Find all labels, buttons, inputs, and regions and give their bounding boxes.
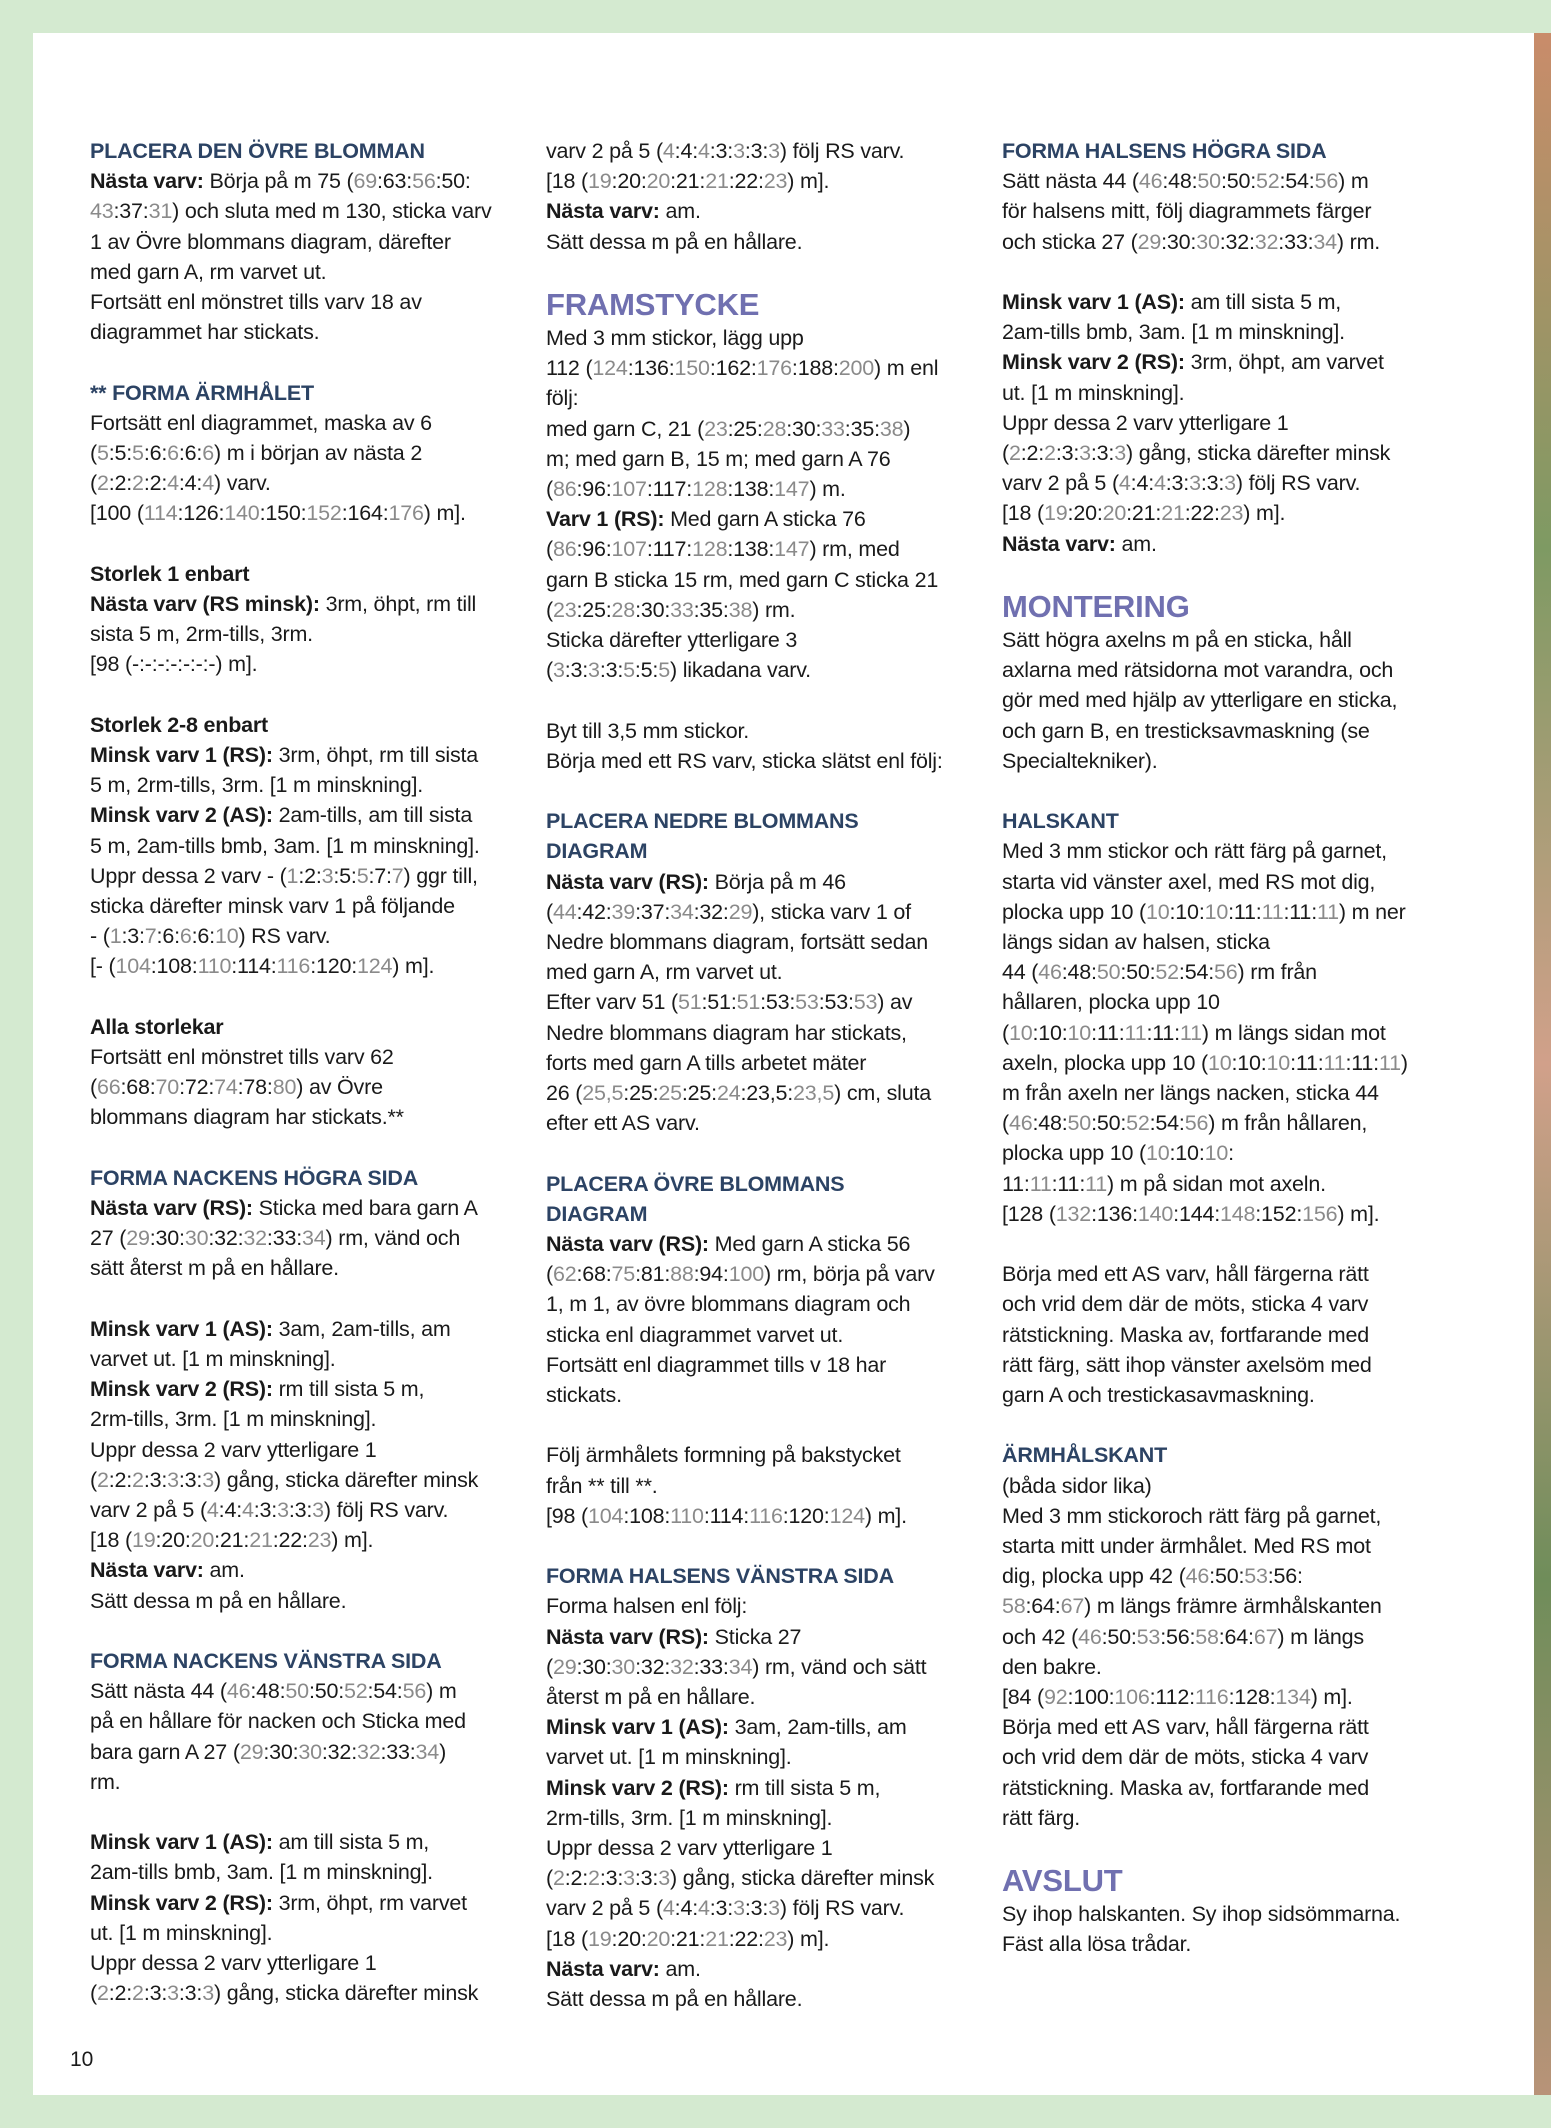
- body-text: Forma halsen enl följ: Nästa varv (RS): Sticka 27 (29:30:30:32:32:33:34) rm, vänd och sätt återst m på en hållare. Minsk varv 1 (AS): 3am, 2am-tills, am varvet ut. [1 m minskning]. Minsk varv 2 (RS): rm till sista 5 m, 2rm-tills, 3rm. [1 m minskning]. Uppr dessa 2 varv ytterligare 1 (2:2:2:3:3:3:3) gång, sticka därefter minsk varv 2 på 5 (4:4:4:3:3:3:3) följ RS varv. [18 (19:20:20:21:21:22:23) m]. Nästa varv: am. Sätt dessa m på en hållare.: [546, 1594, 935, 2012]
- text-block: [90, 1646, 530, 1797]
- text-block: [546, 806, 986, 1138]
- body-text: varv 2 på 5 (4:4:4:3:3:3:3) följ RS varv. [18 (19:20:20:21:21:22:23) m]. Nästa varv: am. Sätt dessa m på en hållare.: [546, 139, 905, 254]
- body-text: Sätt högra axelns m på en sticka, håll axlarna med rätsidorna mot varandra, och gör med med hjälp av ytterligare en sticka, och garn B, en tresticksavmaskning (se Specialtekniker).: [1002, 628, 1398, 773]
- body-text: Alla storlekar Fortsätt enl mönstret tills varv 62 (66:68:70:72:74:78:80) av Övre blommans diagram har stickats.**: [90, 1014, 404, 1130]
- body-text: Sy ihop halskanten. Sy ihop sidsömmarna. Fäst alla lösa trådar.: [1002, 1902, 1401, 1957]
- body-text: Nästa varv: Börja på m 75 (69:63:56:50: 43:37:31) och sluta med m 130, sticka varv 1 av Övre blommans diagram, därefter med garn A, rm varvet ut. Fortsätt enl mönstret tills varv 18 av diagrammet har stickats.: [90, 169, 492, 345]
- text-block: [1002, 287, 1442, 559]
- text-block: [90, 1012, 530, 1133]
- body-text: Med 3 mm stickor och rätt färg på garnet, starta vid vänster axel, med RS mot dig, plocka upp 10 (10:10:10:11:11:11:11) m ner längs sidan av halsen, sticka 44 (46:48:50:50:52:54:56) rm från hållaren, plocka upp 10 (10:10:10:11:11:11:11) m längs sidan mot axeln, plocka upp 10 (10:10:10:11:11:11:11) m från axeln ner längs nacken, sticka 44 (46:48:50:50:52:54:56) m från hållaren, plocka upp 10 (10:10:10: 11:11:11:11) m på sidan mot axeln. [128 (132:136:140:144:148:152:156) m].: [1002, 839, 1408, 1226]
- text-block: [90, 136, 530, 347]
- body-text: Börja med ett AS varv, håll färgerna rätt och vrid dem där de möts, sticka 4 varv rätstickning. Maska av, fortfarande med rätt färg, sätt ihop vänster axelsöm med garn A och trestickasavmaskning.: [1002, 1262, 1372, 1408]
- body-text: Sätt nästa 44 (46:48:50:50:52:54:56) m för halsens mitt, följ diagrammets färger och sticka 27 (29:30:30:32:32:33:34) rm.: [1002, 169, 1381, 254]
- text-block: [546, 1440, 986, 1531]
- text-block: [90, 1827, 530, 2008]
- section-heading: FORMA NACKENS HÖGRA SIDA: [90, 1165, 419, 1190]
- section-heading: ÄRMHÅLSKANT: [1002, 1443, 1168, 1468]
- section-heading: PLACERA DEN ÖVRE BLOMMAN: [90, 139, 425, 163]
- major-heading: FRAMSTYCKE: [546, 287, 760, 322]
- column-3: [1002, 136, 1442, 1960]
- body-text: Nästa varv (RS): Med garn A sticka 56 (62:68:75:81:88:94:100) rm, börja på varv 1, m 1, av övre blommans diagram och sticka enl diagrammet varvet ut. Fortsätt enl diagrammet tills v 18 har stickats.: [546, 1232, 935, 1408]
- text-block: [90, 1314, 530, 1616]
- column-2: [546, 136, 986, 2014]
- body-text: Minsk varv 1 (AS): am till sista 5 m, 2am-tills bmb, 3am. [1 m minskning]. Minsk varv 2 (RS): 3rm, öhpt, am varvet ut. [1 m minskning]. Uppr dessa 2 varv ytterligare 1 (2:2:2:3:3:3:3) gång, sticka därefter minsk varv 2 på 5 (4:4:4:3:3:3:3) följ RS varv. [18 (19:20:20:21:21:22:23) m]. Nästa varv: am.: [1002, 290, 1391, 556]
- text-block: [1002, 136, 1442, 257]
- text-block: [1002, 806, 1442, 1229]
- section-heading: FORMA NACKENS VÄNSTRA SIDA: [90, 1649, 442, 1674]
- body-text: Byt till 3,5 mm stickor. Börja med ett RS varv, sticka slätst enl följ:: [546, 718, 943, 773]
- text-block: [546, 716, 986, 776]
- body-text: Med 3 mm stickor, lägg upp 112 (124:136:150:162:176:188:200) m enl följ: med garn C, 21 (23:25:28:30:33:35:38) m; med garn B, 15 m; med garn A 76 (86:96:107:117:128:138:147) m. Varv 1 (RS): Med garn A sticka 76 (86:96:107:117:128:138:147) rm, med garn B sticka 15 rm, med garn C sticka 21 (23:25:28:30:33:35:38) rm. Sticka därefter ytterligare 3 (3:3:3:3:5:5:5) likadana varv.: [546, 326, 939, 683]
- body-text: Nästa varv (RS): Sticka med bara garn A 27 (29:30:30:32:32:33:34) rm, vänd och sätt återst m på en hållare.: [90, 1196, 478, 1281]
- body-text: Sätt nästa 44 (46:48:50:50:52:54:56) m på en hållare för nacken och Sticka med bara garn A 27 (29:30:30:32:32:33:34) rm.: [90, 1679, 466, 1794]
- text-block: [546, 287, 986, 685]
- body-text: Minsk varv 1 (AS): 3am, 2am-tills, am varvet ut. [1 m minskning]. Minsk varv 2 (RS): rm till sista 5 m, 2rm-tills, 3rm. [1 m minskning]. Uppr dessa 2 varv ytterligare 1 (2:2:2:3:3:3:3) gång, sticka därefter minsk varv 2 på 5 (4:4:4:3:3:3:3) följ RS varv. [18 (19:20:20:21:21:22:23) m]. Nästa varv: am. Sätt dessa m på en hållare.: [90, 1316, 479, 1613]
- body-text: Storlek 1 enbart Nästa varv (RS minsk): 3rm, öhpt, rm till sista 5 m, 2rm-tills, 3rm. [98 (-:-:-:-:-:-:-) m].: [90, 561, 477, 677]
- text-block: [90, 378, 530, 529]
- section-heading: HALSKANT: [1002, 809, 1119, 834]
- page-number: 10: [70, 2048, 94, 2071]
- text-block: [546, 1561, 986, 2014]
- text-block: [1002, 1863, 1442, 1959]
- section-heading: PLACERA NEDRE BLOMMANS DIAGRAM: [546, 809, 859, 864]
- body-text: Fortsätt enl diagrammet, maska av 6 (5:5:5:6:6:6:6) m i början av nästa 2 (2:2:2:2:4:4:4) varv. [100 (114:126:140:150:152:164:176) m].: [90, 410, 466, 526]
- body-text: Storlek 2-8 enbart Minsk varv 1 (RS): 3rm, öhpt, rm till sista 5 m, 2rm-tills, 3rm. [1 m minskning]. Minsk varv 2 (AS): 2am-tills, am till sista 5 m, 2am-tills bmb, 3am. [1 m minskning]. Uppr dessa 2 varv - (1:2:3:5:5:7:7) ggr till, sticka därefter minsk varv 1 på följande - (1:3:7:6:6:6:10) RS varv. [- (104:108:110:114:116:120:124) m].: [90, 712, 480, 979]
- column-1: [90, 136, 530, 2008]
- major-heading: AVSLUT: [1002, 1863, 1123, 1899]
- body-text: Följ ärmhålets formning på bakstycket från ** till **. [98 (104:108:110:114:116:120:124) m].: [546, 1443, 907, 1528]
- text-block: [1002, 589, 1442, 776]
- text-block: [90, 710, 530, 982]
- section-heading: PLACERA ÖVRE BLOMMANS DIAGRAM: [546, 1171, 845, 1226]
- section-heading: FORMA HALSENS VÄNSTRA SIDA: [546, 1564, 894, 1589]
- body-text: Nästa varv (RS): Börja på m 46 (44:42:39:37:34:32:29), sticka varv 1 of Nedre blommans diagram, fortsätt sedan med garn A, rm varvet ut. Efter varv 51 (51:51:51:53:53:53:53) av Nedre blommans diagram har stickats, forts med garn A tills arbetet mäter 26 (25,5:25:25:25:24:23,5:23,5) cm, sluta efter ett AS varv.: [546, 869, 932, 1136]
- text-block: [1002, 1259, 1442, 1410]
- section-heading: FORMA HALSENS HÖGRA SIDA: [1002, 139, 1327, 163]
- text-block: [90, 559, 530, 680]
- text-block: [546, 1169, 986, 1411]
- text-block: [90, 1163, 530, 1284]
- body-text: (båda sidor lika) Med 3 mm stickoroch rätt färg på garnet, starta mitt under ärmhålet. Med RS mot dig, plocka upp 42 (46:50:53:56: 58:64:67) m längs främre ärmhålskanten och 42 (46:50:53:56:58:64:67) m längs den bakre. [84 (92:100:106:112:116:128:134) m]. Börja med ett AS varv, håll färgerna rätt och vrid dem där de möts, sticka 4 varv rätstickning. Maska av, fortfarande med rätt färg.: [1002, 1473, 1382, 1830]
- text-block: [546, 136, 986, 257]
- edge-photo-strip: [1534, 33, 1551, 2095]
- body-text: Minsk varv 1 (AS): am till sista 5 m, 2am-tills bmb, 3am. [1 m minskning]. Minsk varv 2 (RS): 3rm, öhpt, rm varvet ut. [1 m minskning]. Uppr dessa 2 varv ytterligare 1 (2:2:2:3:3:3:3) gång, sticka därefter minsk: [90, 1830, 479, 2006]
- text-block: [1002, 1440, 1442, 1833]
- section-heading: ** FORMA ÄRMHÅLET: [90, 380, 314, 405]
- major-heading: MONTERING: [1002, 589, 1190, 625]
